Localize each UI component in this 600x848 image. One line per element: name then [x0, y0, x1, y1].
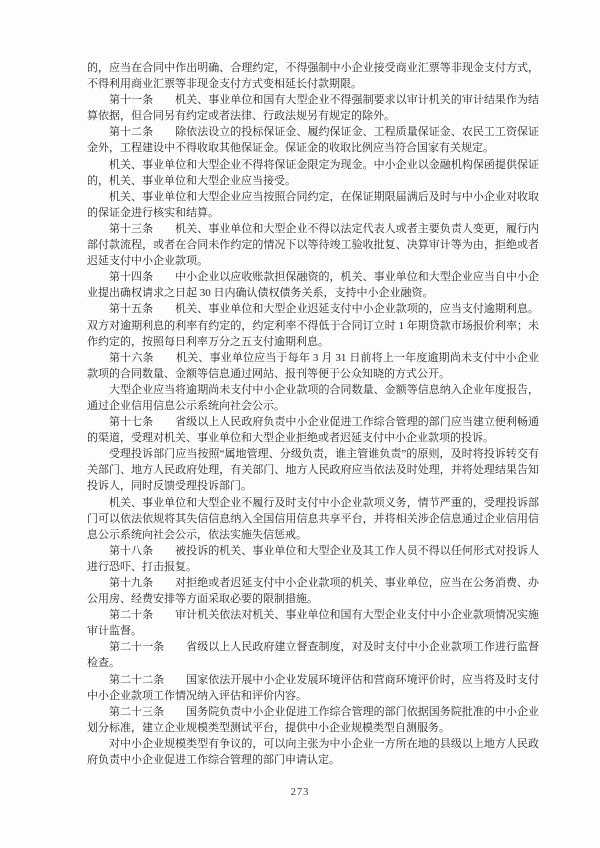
paragraph: 第十六条 机关、事业单位应当于每年 3 月 31 日前将上一年度逾期尚未支付中小企业款项的合同数量、金额等信息通过网站、报刊等便于公众知晓的方式公开。 — [87, 351, 539, 380]
paragraph: 第十七条 省级以上人民政府负责中小企业促进工作综合管理的部门应当建立便利畅通的渠道，受理对机关、事业单位和大型企业拒绝或者迟延支付中小企业款项的投诉。 — [87, 416, 539, 445]
paragraph: 第十八条 被投诉的机关、事业单位和大型企业及其工作人员不得以任何形式对投诉人进行恐吓、打击报复。 — [87, 544, 539, 573]
document-body — [87, 60, 539, 768]
paragraph: 第十二条 除依法设立的投标保证金、履约保证金、工程质量保证金、农民工工资保证金外，工程建设中不得收取其他保证金。保证金的收取比例应当符合国家有关规定。 — [87, 126, 539, 155]
paragraph: 第二十三条 国务院负责中小企业促进工作综合管理的部门依据国务院批准的中小企业划分标准，建立企业规模类型测试平台，提供中小企业规模类型自测服务。 — [87, 705, 539, 734]
paragraph: 第十五条 机关、事业单位和大型企业迟延支付中小企业款项的，应当支付逾期利息。双方对逾期利息的利率有约定的，约定利率不得低于合同订立时 1 年期贷款市场报价利率；未作约定的，按照每日利率万分之五支付逾期利息。 — [87, 303, 539, 348]
paragraph: 第十四条 中小企业以应收账款担保融资的，机关、事业单位和大型企业应当自中小企业提出确权请求之日起 30 日内确认债权债务关系，支持中小企业融资。 — [87, 271, 539, 300]
paragraph: 第十九条 对拒绝或者迟延支付中小企业款项的机关、事业单位，应当在公务消费、办公用房、经费安排等方面采取必要的限制措施。 — [87, 577, 539, 606]
paragraph: 机关、事业单位和大型企业不履行及时支付中小企业款项义务，情节严重的，受理投诉部门可以依法依规将其失信信息纳入全国信用信息共享平台，并将相关涉企信息通过企业信用信息公示系统向社会公示，依法实施失信惩戒。 — [87, 496, 539, 541]
paragraph: 机关、事业单位和大型企业应当按照合同约定，在保证期限届满后及时与中小企业对收取的保证金进行核实和结算。 — [87, 190, 539, 219]
paragraph: 的，应当在合同中作出明确、合理约定，不得强制中小企业接受商业汇票等非现金支付方式，不得利用商业汇票等非现金支付方式变相延长付款期限。 — [87, 62, 539, 91]
paragraph: 第十一条 机关、事业单位和国有大型企业不得强制要求以审计机关的审计结果作为结算依据，但合同另有约定或者法律、行政法规另有规定的除外。 — [87, 94, 539, 123]
paragraph: 对中小企业规模类型有争议的，可以向主张为中小企业一方所在地的县级以上地方人民政府负责中小企业促进工作综合管理的部门申请认定。 — [87, 737, 539, 767]
paragraph: 第二十二条 国家依法开展中小企业发展环境评估和营商环境评价时，应当将及时支付中小企业款项工作情况纳入评估和评价内容。 — [87, 673, 539, 702]
page-number: 273 — [290, 787, 310, 798]
paragraph: 第二十一条 省级以上人民政府建立督查制度，对及时支付中小企业款项工作进行监督检查。 — [87, 641, 539, 670]
paragraph: 第十三条 机关、事业单位和大型企业不得以法定代表人或者主要负责人变更，履行内部付款流程，或者在合同未作约定的情况下以等待竣工验收批复、决算审计等为由，拒绝或者迟延支付中小企业款项。 — [87, 222, 539, 268]
paragraph: 机关、事业单位和大型企业不得将保证金限定为现金。中小企业以金融机构保函提供保证的，机关、事业单位和大型企业应当接受。 — [87, 158, 539, 187]
paragraph: 第二十条 审计机关依法对机关、事业单位和国有大型企业支付中小企业款项情况实施审计监督。 — [87, 609, 539, 638]
paragraph: 受理投诉部门应当按照“属地管理、分级负责，谁主管谁负责”的原则，及时将投诉转交有关部门、地方人民政府处理，有关部门、地方人民政府应当依法及时处理，并将处理结果告知投诉人，同时反馈受理投诉部门。 — [87, 448, 539, 493]
paragraph: 大型企业应当将逾期尚未支付中小企业款项的合同数量、金额等信息纳入企业年度报告，通过企业信用信息公示系统向社会公示。 — [87, 383, 539, 412]
